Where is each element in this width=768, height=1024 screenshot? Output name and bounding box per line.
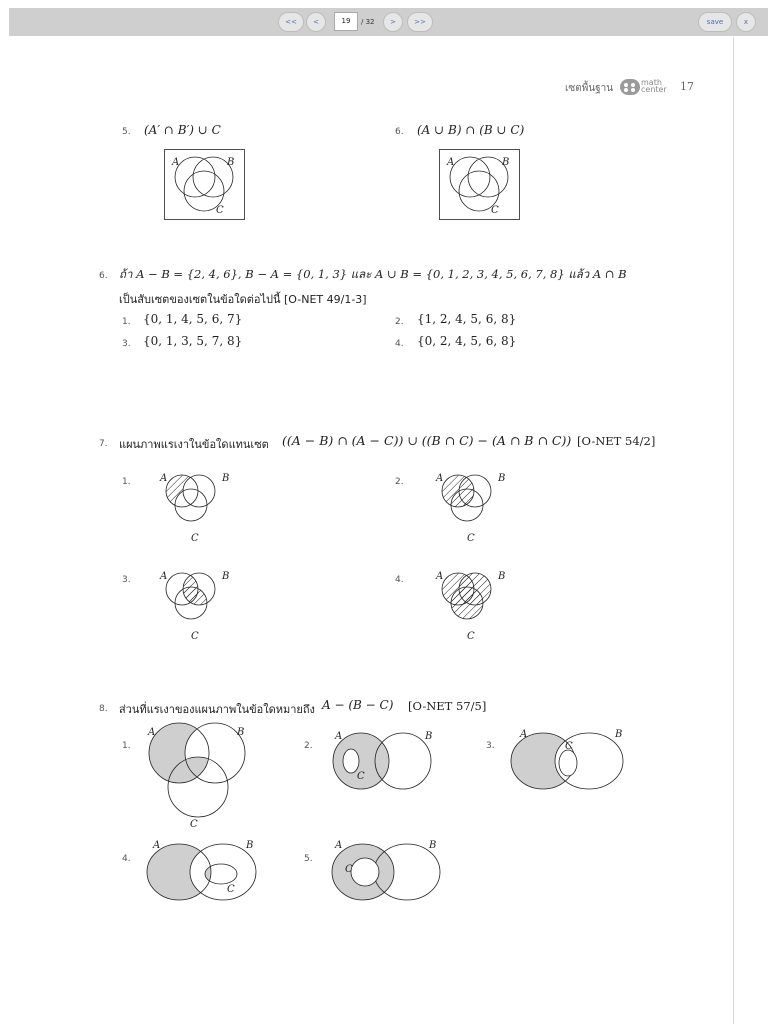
- svg-text:A: A: [520, 729, 528, 740]
- choice-number: 5.: [304, 854, 313, 864]
- svg-text:B: B: [237, 727, 245, 738]
- page-edge: [733, 37, 768, 1024]
- svg-text:B: B: [502, 157, 510, 168]
- svg-text:A: A: [447, 157, 455, 168]
- venn-diagram: [155, 467, 235, 547]
- svg-text:B: B: [429, 840, 437, 851]
- svg-text:A: A: [436, 571, 444, 582]
- close-button[interactable]: x: [736, 12, 756, 32]
- header-page-number: 17: [680, 80, 694, 93]
- svg-text:C: C: [565, 741, 573, 752]
- set-expression: ((A − B) ∩ (A − C)) ∪ ((B ∩ C) − (A ∩ B ∩ C)): [282, 433, 572, 448]
- choice-text: {0, 1, 3, 5, 7, 8}: [143, 334, 243, 348]
- svg-text:B: B: [425, 731, 433, 742]
- venn-diagram: [323, 721, 443, 801]
- set-expression: (A′ ∩ B′) ∪ C: [144, 123, 221, 137]
- source-tag: [O-NET 57/5]: [408, 699, 487, 713]
- svg-text:C: C: [345, 864, 353, 875]
- svg-text:A: A: [148, 727, 156, 738]
- question-number: 6.: [99, 271, 108, 281]
- question-text: แผนภาพแรเงาในข้อใดแทนเซต: [119, 438, 269, 451]
- page-number-input[interactable]: 19: [334, 12, 358, 31]
- choice-text: {0, 1, 4, 5, 6, 7}: [143, 312, 243, 326]
- save-button[interactable]: save: [698, 12, 732, 32]
- svg-text:C: C: [191, 533, 199, 544]
- venn-diagram: [164, 149, 246, 221]
- question-number: 8.: [99, 704, 108, 714]
- item-number: 6.: [395, 127, 404, 137]
- choice-number: 3.: [122, 575, 131, 585]
- venn-diagram: [155, 565, 235, 645]
- svg-text:C: C: [190, 819, 198, 830]
- choice-number: 3.: [486, 741, 495, 751]
- svg-text:A: A: [160, 473, 168, 484]
- next-page-button[interactable]: >: [383, 12, 403, 32]
- svg-text:C: C: [216, 205, 224, 216]
- choice-number: 1.: [122, 477, 131, 487]
- document-page: [9, 37, 733, 1024]
- svg-text:B: B: [246, 840, 254, 851]
- svg-text:A: A: [335, 731, 343, 742]
- venn-diagram: [141, 834, 271, 914]
- choice-text: {0, 2, 4, 5, 6, 8}: [417, 334, 517, 348]
- choice-number: 3.: [122, 339, 131, 349]
- venn-diagram: [141, 721, 251, 831]
- svg-text:A: A: [335, 840, 343, 851]
- svg-text:C: C: [357, 771, 365, 782]
- choice-number: 4.: [122, 854, 131, 864]
- svg-text:C: C: [491, 205, 499, 216]
- question-text: ส่วนที่แรเงาของแผนภาพในข้อใดหมายถึง: [119, 703, 315, 716]
- item-number: 5.: [122, 127, 131, 137]
- first-page-button[interactable]: <<: [278, 12, 304, 32]
- logo-icon: [620, 79, 640, 95]
- svg-text:B: B: [498, 571, 506, 582]
- svg-text:C: C: [467, 631, 475, 642]
- venn-diagram: [439, 149, 521, 221]
- choice-number: 4.: [395, 575, 404, 585]
- set-expression: (A ∪ B) ∩ (B ∪ C): [417, 123, 525, 137]
- header-section: เซตพื้นฐาน: [565, 83, 614, 94]
- last-page-button[interactable]: >>: [407, 12, 433, 32]
- svg-text:A: A: [172, 157, 180, 168]
- svg-text:A: A: [153, 840, 161, 851]
- source-tag: [O-NET 54/2]: [577, 434, 656, 448]
- svg-text:A: A: [160, 571, 168, 582]
- choice-number: 1.: [122, 741, 131, 751]
- choice-number: 1.: [122, 317, 131, 327]
- svg-text:B: B: [615, 729, 623, 740]
- svg-text:A: A: [436, 473, 444, 484]
- svg-text:C: C: [191, 631, 199, 642]
- choice-number: 2.: [395, 477, 404, 487]
- set-expression: A − (B − C): [322, 698, 394, 712]
- left-margin: [0, 0, 9, 1024]
- choice-number: 2.: [304, 741, 313, 751]
- svg-text:C: C: [467, 533, 475, 544]
- choice-number: 4.: [395, 339, 404, 349]
- venn-diagram: [431, 467, 511, 547]
- svg-text:B: B: [227, 157, 235, 168]
- viewer-toolbar: [9, 8, 768, 36]
- svg-text:B: B: [498, 473, 506, 484]
- venn-diagram: [431, 565, 511, 645]
- svg-text:B: B: [222, 571, 230, 582]
- question-text: ถ้า A − B = {2, 4, 6}, B − A = {0, 1, 3} และ A ∪ B = {0, 1, 2, 3, 4, 5, 6, 7, 8} แล้ว A ∩ B: [119, 267, 627, 281]
- venn-diagram: [323, 834, 453, 914]
- prev-page-button[interactable]: <: [306, 12, 326, 32]
- choice-number: 2.: [395, 317, 404, 327]
- svg-text:B: B: [222, 473, 230, 484]
- choice-text: {1, 2, 4, 5, 6, 8}: [417, 312, 517, 326]
- question-text: เป็นสับเซตของเซตในข้อใดต่อไปนี้ [O-NET 49/1-3]: [119, 293, 367, 306]
- logo-text: math center: [641, 78, 667, 94]
- page-total: / 32: [361, 18, 375, 26]
- venn-diagram: [505, 721, 635, 801]
- svg-text:C: C: [227, 884, 235, 895]
- question-number: 7.: [99, 439, 108, 449]
